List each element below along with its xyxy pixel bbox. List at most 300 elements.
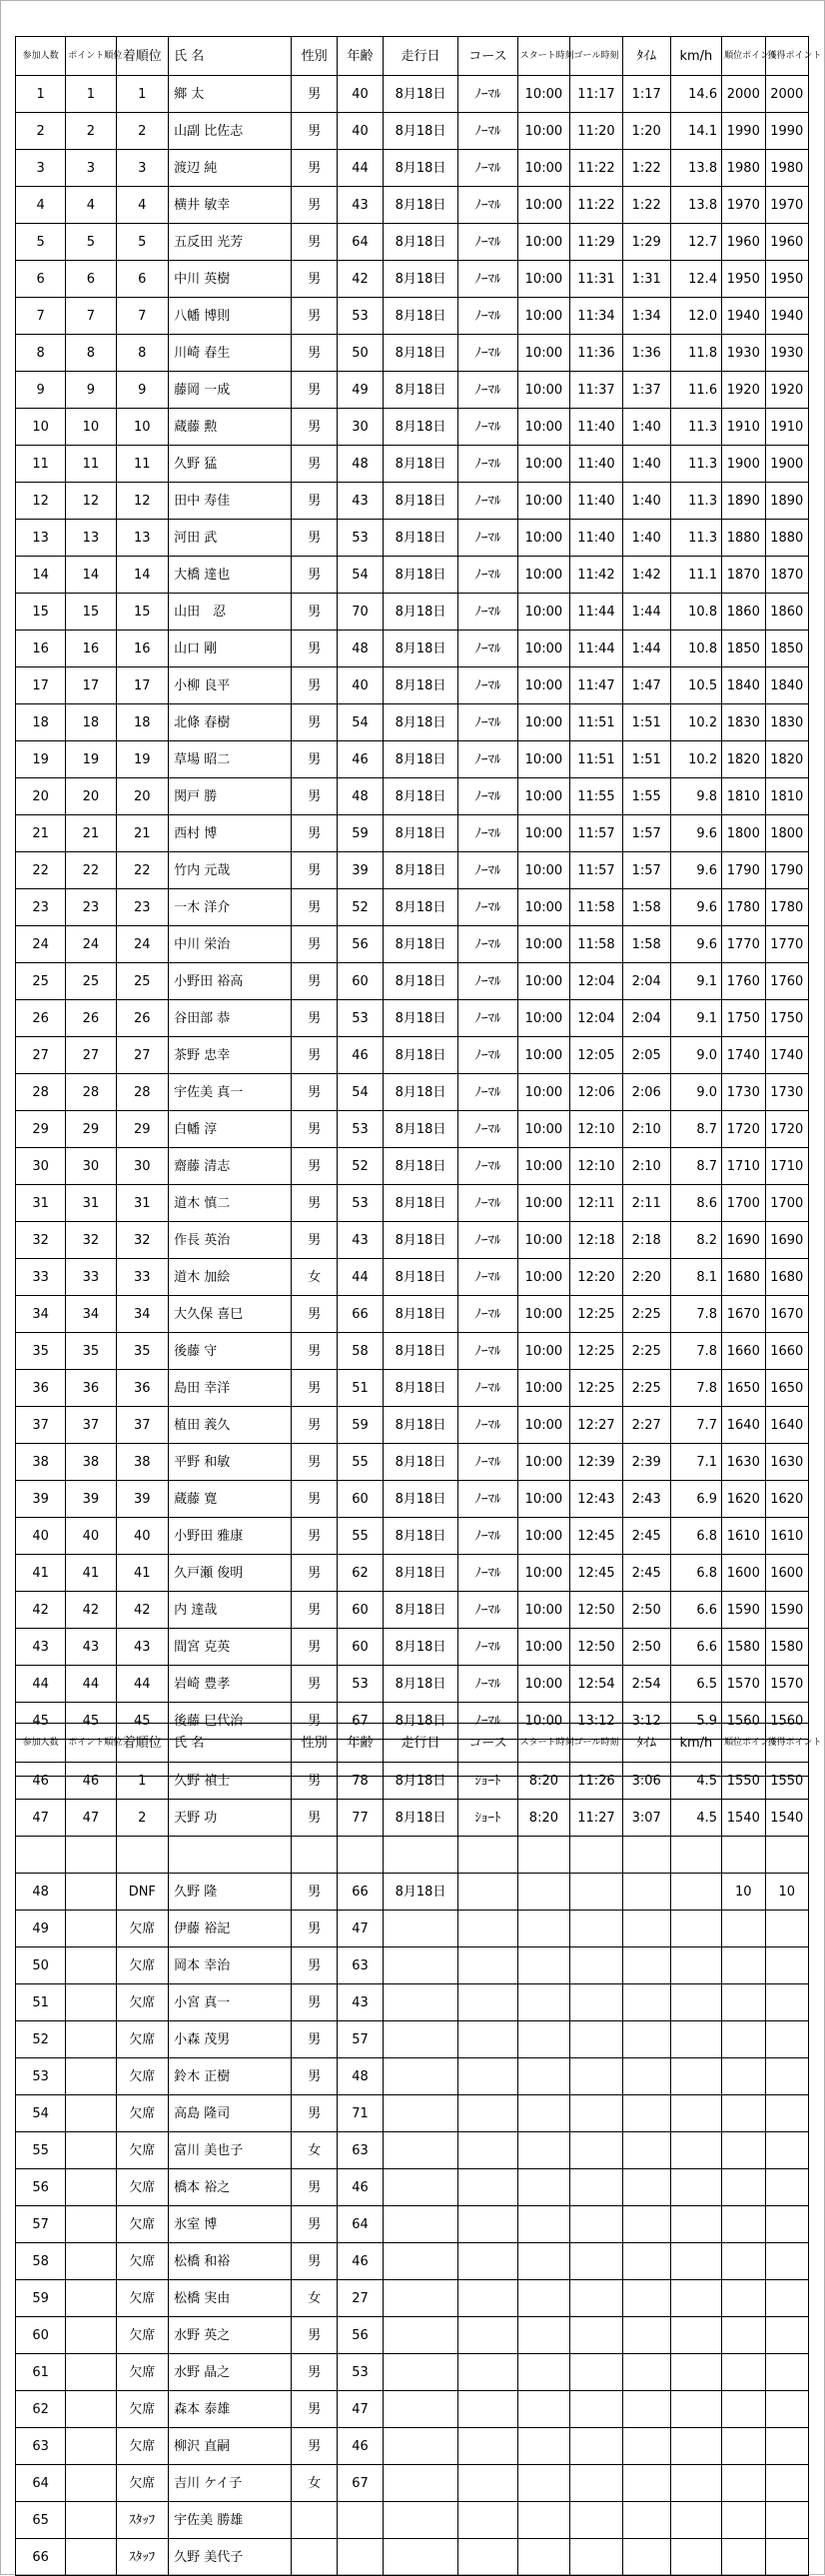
table-row	[16, 557, 809, 594]
table-row	[16, 1259, 809, 1296]
cell-date: 8月18日	[383, 1874, 457, 1911]
cell-point-rank	[66, 1911, 116, 1947]
cell-gender: 女	[292, 2280, 338, 2317]
cell-course: ﾉｰﾏﾙ	[458, 1000, 517, 1037]
cell-point-rank: 5	[66, 224, 116, 261]
cell-time	[622, 1984, 670, 2021]
cell-speed: 7.8	[670, 1333, 721, 1370]
cell-rank-points: 1740	[722, 1037, 765, 1074]
cell-point-rank	[66, 1984, 116, 2021]
cell-start-time: 10:00	[517, 1222, 570, 1259]
cell-earned-points: 1860	[765, 594, 809, 631]
cell-time: 1:40	[622, 483, 670, 520]
cell-date: 8月18日	[383, 1763, 457, 1800]
cell-earned-points: 1790	[765, 852, 809, 889]
cell-goal-time	[570, 2058, 623, 2095]
cell-speed: 11.8	[670, 335, 721, 372]
cell-point-rank: 11	[66, 446, 116, 483]
empty-cell	[169, 1837, 292, 1874]
cell-point-rank: 44	[66, 1666, 116, 1703]
cell-finish-rank: 45	[116, 1703, 169, 1740]
cell-speed	[670, 2502, 721, 2539]
cell-age: 67	[338, 2465, 384, 2502]
cell-speed: 8.7	[670, 1111, 721, 1148]
cell-point-rank: 18	[66, 704, 116, 741]
empty-cell	[116, 1837, 169, 1874]
cell-name: 五反田 光芳	[169, 224, 292, 261]
cell-rank-points: 1680	[722, 1259, 765, 1296]
cell-age: 53	[338, 1111, 384, 1148]
cell-date	[383, 2428, 457, 2465]
cell-date: 8月18日	[383, 335, 457, 372]
cell-goal-time: 11:55	[570, 778, 623, 815]
cell-time: 2:50	[622, 1592, 670, 1629]
table-row	[16, 2428, 809, 2465]
cell-rank-points: 1630	[722, 1444, 765, 1481]
cell-age: 48	[338, 631, 384, 667]
cell-participant-no: 2	[16, 113, 66, 150]
cell-finish-rank: ｽﾀｯﾌ	[116, 2502, 169, 2539]
cell-rank-points: 1800	[722, 815, 765, 852]
cell-age: 53	[338, 298, 384, 335]
cell-rank-points	[722, 2095, 765, 2132]
cell-earned-points: 1940	[765, 298, 809, 335]
cell-earned-points: 1600	[765, 1555, 809, 1592]
cell-age: 55	[338, 1444, 384, 1481]
cell-participant-no: 42	[16, 1592, 66, 1629]
cell-time	[622, 2058, 670, 2095]
cell-start-time: 10:00	[517, 446, 570, 483]
cell-course: ﾉｰﾏﾙ	[458, 224, 517, 261]
cell-rank-points: 1810	[722, 778, 765, 815]
cell-speed: 9.0	[670, 1074, 721, 1111]
cell-speed: 6.6	[670, 1629, 721, 1666]
cell-date: 8月18日	[383, 76, 457, 113]
cell-finish-rank: 欠席	[116, 2280, 169, 2317]
cell-participant-no: 56	[16, 2169, 66, 2206]
cell-age: 48	[338, 2058, 384, 2095]
table-row	[16, 1666, 809, 1703]
cell-participant-no: 22	[16, 852, 66, 889]
cell-speed: 11.3	[670, 520, 721, 557]
table-row	[16, 520, 809, 557]
cell-name: 道木 加絵	[169, 1259, 292, 1296]
table-row	[16, 1629, 809, 1666]
cell-rank-points: 1990	[722, 113, 765, 150]
cell-start-time: 10:00	[517, 1370, 570, 1407]
cell-finish-rank: 29	[116, 1111, 169, 1148]
cell-point-rank: 34	[66, 1296, 116, 1333]
cell-participant-no: 46	[16, 1763, 66, 1800]
cell-participant-no: 64	[16, 2465, 66, 2502]
cell-course	[458, 2354, 517, 2391]
cell-participant-no: 65	[16, 2502, 66, 2539]
cell-point-rank	[66, 2169, 116, 2206]
table-row	[16, 2317, 809, 2354]
cell-age: 46	[338, 1037, 384, 1074]
cell-finish-rank: 2	[116, 1800, 169, 1837]
cell-date	[383, 2058, 457, 2095]
cell-date	[383, 2280, 457, 2317]
cell-rank-points: 1610	[722, 1518, 765, 1555]
cell-date: 8月18日	[383, 1333, 457, 1370]
cell-age: 63	[338, 2132, 384, 2169]
cell-age: 60	[338, 963, 384, 1000]
cell-point-rank: 42	[66, 1592, 116, 1629]
cell-earned-points	[765, 2317, 809, 2354]
cell-gender: 男	[292, 1111, 338, 1148]
cell-earned-points: 1950	[765, 261, 809, 298]
cell-start-time: 10:00	[517, 667, 570, 704]
cell-time: 2:39	[622, 1444, 670, 1481]
cell-finish-rank: 36	[116, 1370, 169, 1407]
cell-point-rank: 13	[66, 520, 116, 557]
cell-participant-no: 5	[16, 224, 66, 261]
cell-finish-rank: 欠席	[116, 2317, 169, 2354]
cell-age: 46	[338, 2243, 384, 2280]
cell-goal-time: 11:44	[570, 631, 623, 667]
cell-gender: 男	[292, 113, 338, 150]
cell-date: 8月18日	[383, 483, 457, 520]
cell-point-rank: 17	[66, 667, 116, 704]
cell-speed	[670, 2465, 721, 2502]
cell-goal-time: 12:10	[570, 1148, 623, 1185]
cell-start-time: 10:00	[517, 150, 570, 187]
cell-point-rank: 7	[66, 298, 116, 335]
cell-course: ﾉｰﾏﾙ	[458, 815, 517, 852]
cell-finish-rank: 28	[116, 1074, 169, 1111]
cell-rank-points: 1830	[722, 704, 765, 741]
cell-course: ﾉｰﾏﾙ	[458, 1259, 517, 1296]
cell-goal-time	[570, 2280, 623, 2317]
cell-start-time: 10:00	[517, 1037, 570, 1074]
cell-earned-points: 1610	[765, 1518, 809, 1555]
cell-age: 52	[338, 889, 384, 926]
cell-rank-points: 1910	[722, 409, 765, 446]
cell-course: ﾉｰﾏﾙ	[458, 1296, 517, 1333]
cell-course: ｼｮｰﾄ	[458, 1800, 517, 1837]
cell-speed	[670, 2132, 721, 2169]
cell-finish-rank: 6	[116, 261, 169, 298]
cell-goal-time	[570, 1947, 623, 1984]
cell-earned-points	[765, 2502, 809, 2539]
cell-finish-rank: 34	[116, 1296, 169, 1333]
cell-point-rank	[66, 2132, 116, 2169]
cell-participant-no: 3	[16, 150, 66, 187]
cell-start-time: 10:00	[517, 1481, 570, 1518]
cell-goal-time: 11:57	[570, 852, 623, 889]
cell-rank-points: 1860	[722, 594, 765, 631]
table-row	[16, 76, 809, 113]
cell-point-rank: 4	[66, 187, 116, 224]
cell-course: ﾉｰﾏﾙ	[458, 187, 517, 224]
cell-time: 1:40	[622, 520, 670, 557]
cell-point-rank: 41	[66, 1555, 116, 1592]
cell-finish-rank: 3	[116, 150, 169, 187]
cell-course: ﾉｰﾏﾙ	[458, 1481, 517, 1518]
cell-finish-rank: 27	[116, 1037, 169, 1074]
cell-time	[622, 1874, 670, 1911]
cell-time: 2:06	[622, 1074, 670, 1111]
cell-age: 53	[338, 1185, 384, 1222]
cell-point-rank: 26	[66, 1000, 116, 1037]
cell-rank-points: 1730	[722, 1074, 765, 1111]
table-row	[16, 2502, 809, 2539]
cell-earned-points: 1650	[765, 1370, 809, 1407]
cell-rank-points: 1580	[722, 1629, 765, 1666]
cell-gender: 男	[292, 557, 338, 594]
cell-participant-no: 61	[16, 2354, 66, 2391]
cell-time	[622, 2539, 670, 2576]
cell-earned-points	[765, 1911, 809, 1947]
cell-goal-time: 11:40	[570, 409, 623, 446]
cell-time: 1:40	[622, 409, 670, 446]
cell-gender: 男	[292, 594, 338, 631]
cell-name: 北條 春樹	[169, 704, 292, 741]
cell-gender: 男	[292, 1000, 338, 1037]
cell-course: ﾉｰﾏﾙ	[458, 335, 517, 372]
cell-rank-points: 1970	[722, 187, 765, 224]
cell-speed: 5.9	[670, 1703, 721, 1740]
cell-age: 54	[338, 704, 384, 741]
cell-age: 46	[338, 741, 384, 778]
cell-speed	[670, 2391, 721, 2428]
cell-name: 天野 功	[169, 1800, 292, 1837]
cell-start-time	[517, 2354, 570, 2391]
header-participants: 参加人数	[16, 1724, 66, 1763]
cell-date: 8月18日	[383, 631, 457, 667]
cell-speed: 7.7	[670, 1407, 721, 1444]
table-row	[16, 2132, 809, 2169]
cell-gender: 男	[292, 778, 338, 815]
cell-goal-time: 11:44	[570, 594, 623, 631]
cell-gender	[292, 2502, 338, 2539]
table-row	[16, 1370, 809, 1407]
cell-age: 47	[338, 1911, 384, 1947]
cell-goal-time: 12:05	[570, 1037, 623, 1074]
cell-date: 8月18日	[383, 1800, 457, 1837]
cell-time	[622, 2095, 670, 2132]
cell-rank-points: 2000	[722, 76, 765, 113]
cell-age: 43	[338, 1222, 384, 1259]
cell-finish-rank: 欠席	[116, 2132, 169, 2169]
table-row	[16, 2058, 809, 2095]
cell-time: 1:51	[622, 704, 670, 741]
cell-goal-time: 12:45	[570, 1518, 623, 1555]
cell-finish-rank: 10	[116, 409, 169, 446]
cell-speed	[670, 2539, 721, 2576]
table-row	[16, 372, 809, 409]
cell-goal-time: 11:40	[570, 446, 623, 483]
cell-date: 8月18日	[383, 1555, 457, 1592]
cell-gender: 男	[292, 2243, 338, 2280]
cell-start-time: 10:00	[517, 113, 570, 150]
cell-speed: 11.3	[670, 446, 721, 483]
cell-speed: 9.1	[670, 963, 721, 1000]
cell-course: ﾉｰﾏﾙ	[458, 1333, 517, 1370]
cell-name: 横井 敏幸	[169, 187, 292, 224]
cell-participant-no: 58	[16, 2243, 66, 2280]
cell-start-time: 10:00	[517, 1259, 570, 1296]
cell-age: 47	[338, 2391, 384, 2428]
cell-gender: 男	[292, 1037, 338, 1074]
cell-name: 柳沢 直嗣	[169, 2428, 292, 2465]
header-date: 走行日	[383, 37, 457, 76]
cell-finish-rank: 44	[116, 1666, 169, 1703]
cell-age: 63	[338, 1947, 384, 1984]
cell-earned-points: 1800	[765, 815, 809, 852]
cell-course: ﾉｰﾏﾙ	[458, 520, 517, 557]
table-row	[16, 483, 809, 520]
cell-finish-rank: 7	[116, 298, 169, 335]
cell-start-time: 10:00	[517, 852, 570, 889]
cell-speed	[670, 2058, 721, 2095]
header-point-rank: ポイント順位	[66, 37, 116, 76]
cell-date	[383, 2095, 457, 2132]
cell-speed	[670, 2354, 721, 2391]
header-row	[16, 1724, 809, 1763]
cell-point-rank: 30	[66, 1148, 116, 1185]
cell-start-time: 10:00	[517, 224, 570, 261]
cell-date	[383, 1984, 457, 2021]
cell-date: 8月18日	[383, 1074, 457, 1111]
cell-start-time: 8:20	[517, 1800, 570, 1837]
cell-time: 1:42	[622, 557, 670, 594]
cell-course: ﾉｰﾏﾙ	[458, 1037, 517, 1074]
header-course: コース	[458, 37, 517, 76]
cell-earned-points: 1990	[765, 113, 809, 150]
cell-name: 高島 隆司	[169, 2095, 292, 2132]
cell-start-time: 10:00	[517, 1444, 570, 1481]
cell-name: 道木 慎二	[169, 1185, 292, 1222]
cell-participant-no: 44	[16, 1666, 66, 1703]
cell-age	[338, 2539, 384, 2576]
cell-gender: 女	[292, 2132, 338, 2169]
cell-finish-rank: 5	[116, 224, 169, 261]
cell-earned-points: 1590	[765, 1592, 809, 1629]
cell-course: ﾉｰﾏﾙ	[458, 557, 517, 594]
cell-earned-points: 1700	[765, 1185, 809, 1222]
cell-earned-points: 10	[765, 1874, 809, 1911]
cell-finish-rank: 18	[116, 704, 169, 741]
cell-participant-no: 62	[16, 2391, 66, 2428]
cell-name: 富川 美也子	[169, 2132, 292, 2169]
cell-goal-time: 11:57	[570, 815, 623, 852]
cell-gender: 男	[292, 2354, 338, 2391]
cell-earned-points: 1540	[765, 1800, 809, 1837]
cell-name: 竹内 元哉	[169, 852, 292, 889]
cell-age: 66	[338, 1296, 384, 1333]
table-row	[16, 187, 809, 224]
cell-rank-points: 1540	[722, 1800, 765, 1837]
cell-date: 8月18日	[383, 1185, 457, 1222]
cell-course	[458, 1874, 517, 1911]
cell-speed	[670, 2095, 721, 2132]
cell-name: 吉川 ケイ子	[169, 2465, 292, 2502]
cell-speed: 6.8	[670, 1555, 721, 1592]
cell-participant-no: 60	[16, 2317, 66, 2354]
cell-course	[458, 1911, 517, 1947]
cell-time: 2:05	[622, 1037, 670, 1074]
cell-goal-time: 11:47	[570, 667, 623, 704]
cell-start-time: 10:00	[517, 1518, 570, 1555]
cell-course: ﾉｰﾏﾙ	[458, 1111, 517, 1148]
cell-earned-points: 1670	[765, 1296, 809, 1333]
header-name: 氏 名	[169, 1724, 292, 1763]
table-row	[16, 2243, 809, 2280]
cell-date: 8月18日	[383, 852, 457, 889]
cell-date: 8月18日	[383, 372, 457, 409]
table-row	[16, 2539, 809, 2576]
cell-rank-points	[722, 1984, 765, 2021]
cell-gender: 男	[292, 1333, 338, 1370]
cell-finish-rank: 欠席	[116, 2206, 169, 2243]
table-row	[16, 2354, 809, 2391]
cell-age: 49	[338, 372, 384, 409]
cell-date: 8月18日	[383, 963, 457, 1000]
cell-course	[458, 2243, 517, 2280]
cell-gender: 女	[292, 2465, 338, 2502]
cell-goal-time: 11:22	[570, 150, 623, 187]
cell-finish-rank: 欠席	[116, 2354, 169, 2391]
cell-course: ﾉｰﾏﾙ	[458, 1703, 517, 1740]
cell-speed: 4.5	[670, 1800, 721, 1837]
cell-rank-points: 1620	[722, 1481, 765, 1518]
cell-name: 草場 昭二	[169, 741, 292, 778]
cell-rank-points: 1960	[722, 224, 765, 261]
cell-age: 43	[338, 187, 384, 224]
cell-goal-time: 11:27	[570, 1800, 623, 1837]
cell-speed: 11.3	[670, 409, 721, 446]
cell-time: 1:17	[622, 76, 670, 113]
cell-finish-rank: 欠席	[116, 2021, 169, 2058]
empty-cell	[292, 1837, 338, 1874]
cell-course: ﾉｰﾏﾙ	[458, 667, 517, 704]
cell-date	[383, 2502, 457, 2539]
cell-finish-rank: 15	[116, 594, 169, 631]
cell-finish-rank: 38	[116, 1444, 169, 1481]
cell-earned-points	[765, 2058, 809, 2095]
cell-earned-points: 1890	[765, 483, 809, 520]
cell-rank-points: 1720	[722, 1111, 765, 1148]
cell-speed: 8.1	[670, 1259, 721, 1296]
cell-goal-time: 12:18	[570, 1222, 623, 1259]
cell-goal-time: 12:43	[570, 1481, 623, 1518]
cell-time	[622, 2280, 670, 2317]
cell-earned-points: 1680	[765, 1259, 809, 1296]
cell-course	[458, 2280, 517, 2317]
cell-gender: 男	[292, 1518, 338, 1555]
cell-time	[622, 2391, 670, 2428]
cell-age: 50	[338, 335, 384, 372]
table-row	[16, 594, 809, 631]
cell-start-time: 8:20	[517, 1763, 570, 1800]
cell-time: 3:06	[622, 1763, 670, 1800]
cell-goal-time: 11:42	[570, 557, 623, 594]
cell-date: 8月18日	[383, 113, 457, 150]
cell-point-rank: 45	[66, 1703, 116, 1740]
cell-name: 西村 博	[169, 815, 292, 852]
empty-cell	[16, 1837, 66, 1874]
cell-date	[383, 2391, 457, 2428]
cell-gender: 男	[292, 2391, 338, 2428]
cell-rank-points	[722, 2317, 765, 2354]
cell-gender: 男	[292, 2021, 338, 2058]
cell-start-time: 10:00	[517, 1074, 570, 1111]
cell-participant-no: 11	[16, 446, 66, 483]
cell-gender: 男	[292, 2206, 338, 2243]
cell-speed: 10.5	[670, 667, 721, 704]
